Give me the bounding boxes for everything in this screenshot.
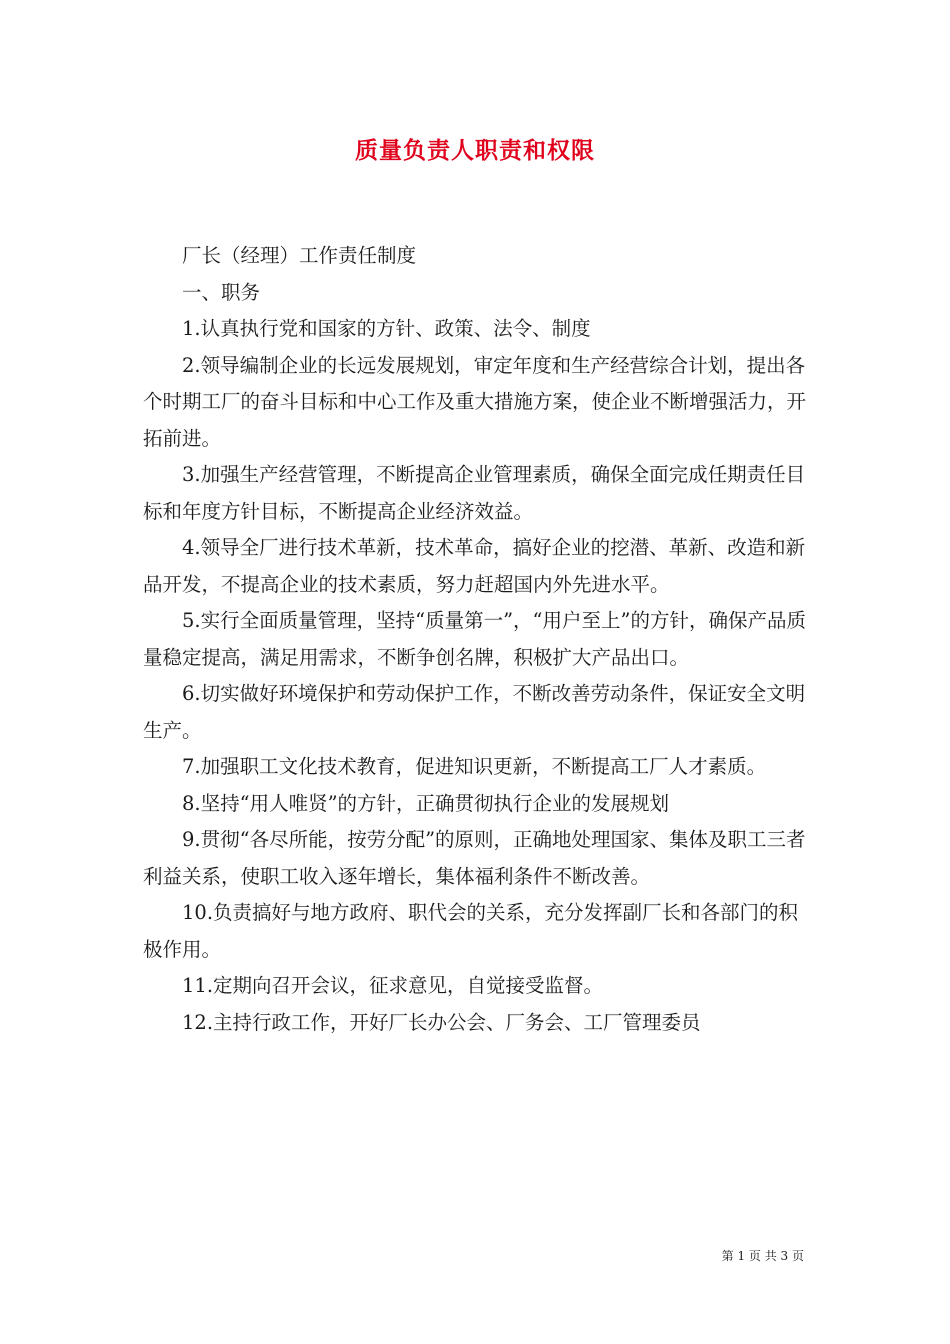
paragraph-item-1: 1.认真执行党和国家的方针、政策、法令、制度 [182, 317, 591, 340]
paragraph-item-7: 7.加强职工文化技术教育，促进知识更新，不断提高工厂人才素质。 [182, 755, 767, 778]
page-number: 第 1 页 共 3 页 [721, 1249, 804, 1263]
paragraph-item-10: 10.负责搞好与地方政府、职代会的关系，充分发挥副厂长和各部门的积极作用。 [143, 901, 799, 961]
paragraph-item-6: 6.切实做好环境保护和劳动保护工作，不断改善劳动条件，保证安全文明生产。 [143, 682, 806, 742]
paragraph-item-11: 11.定期向召开会议，征求意见，自觉接受监督。 [182, 974, 604, 997]
paragraph-item-12: 12.主持行政工作，开好厂长办公会、厂务会、工厂管理委员 [182, 1010, 701, 1034]
paragraph-item-5: 5.实行全面质量管理，坚持“质量第一”，“用户至上”的方针，确保产品质量稳定提高，满足用需求，不断争创名牌，积极扩大产品出口。 [143, 609, 806, 669]
paragraph-item-2: 2.领导编制企业的长远发展规划，审定年度和生产经营综合计划，提出各个时期工厂的奋斗目标和中心工作及重大措施方案，使企业不断增强活力，开拓前进。 [143, 353, 807, 450]
paragraph-item-9: 9.贯彻“各尽所能，按劳分配”的原则，正确地处理国家、集体及职工三者利益关系，使职工收入逐年增长，集体福利条件不断改善。 [143, 828, 806, 888]
paragraph-item-8: 8.坚持“用人唯贤”的方针，正确贯彻执行企业的发展规划 [182, 791, 670, 815]
document-body [143, 238, 811, 1041]
document-title: 质量负责人职责和权限 [355, 137, 595, 164]
paragraph-item-4: 4.领导全厂进行技术革新，技术革命，搞好企业的挖潜、革新、改造和新品开发，不提高企业的技术素质，努力赶超国内外先进水平。 [143, 536, 806, 596]
paragraph-heading: 厂长（经理）工作责任制度 [182, 244, 417, 267]
paragraph-section: 一、职务 [182, 280, 261, 304]
paragraph-item-3: 3.加强生产经营管理，不断提高企业管理素质，确保全面完成任期责任目标和年度方针目标，不断提高企业经济效益。 [143, 463, 806, 523]
